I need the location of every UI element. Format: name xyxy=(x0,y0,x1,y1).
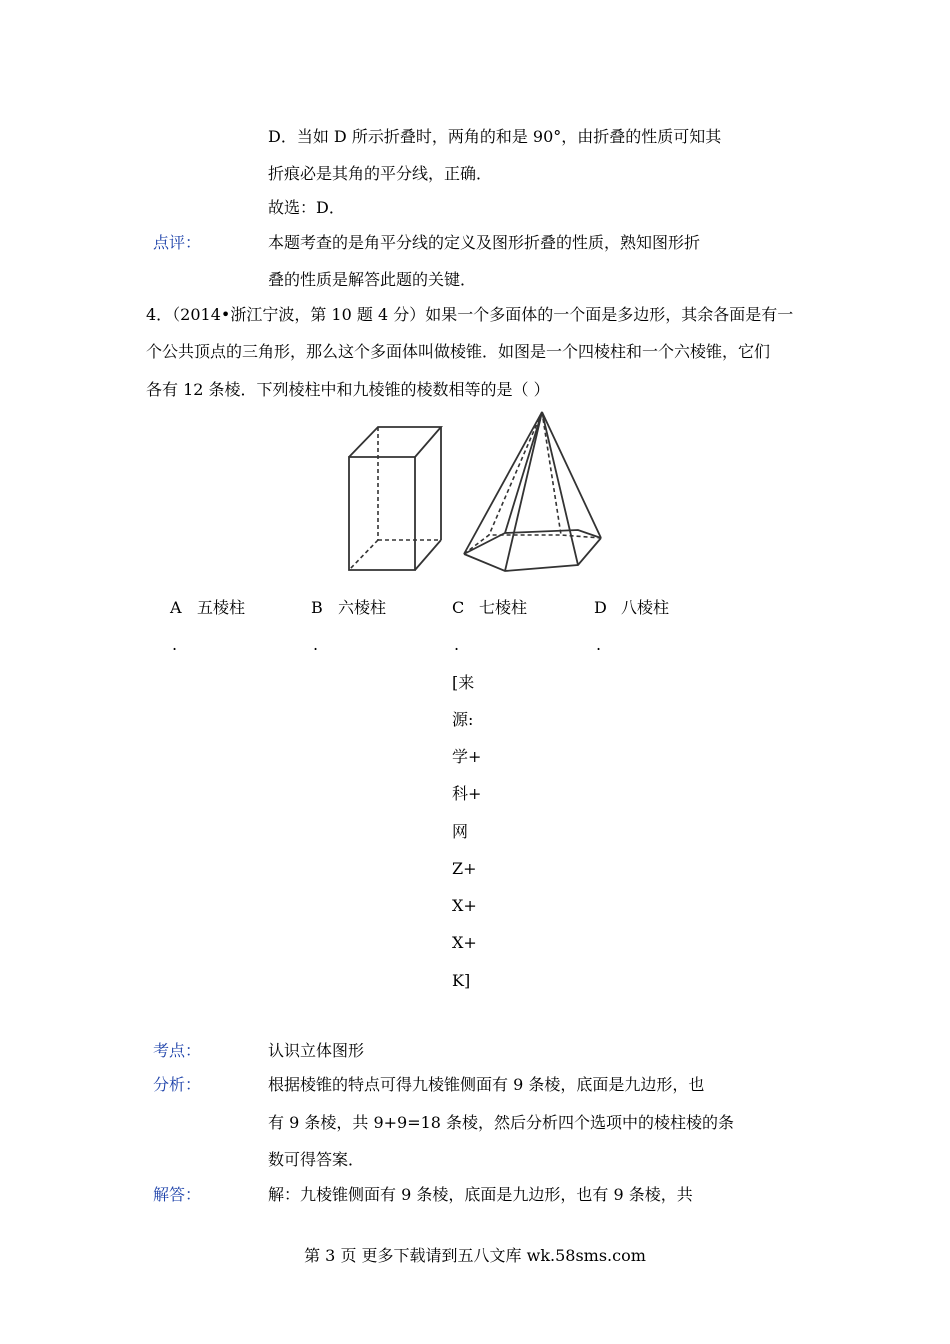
fenxi-label: 分析： xyxy=(153,1075,202,1094)
prev-comment-line-1: 本题考查的是角平分线的定义及图形折叠的性质，熟知图形折 xyxy=(268,233,701,252)
option-a-letter: A xyxy=(170,598,182,617)
prev-comment-line-2: 叠的性质是解答此题的关键． xyxy=(268,270,477,289)
fenxi-line-1: 根据棱锥的特点可得九棱锥侧面有 9 条棱，底面是九边形，也 xyxy=(268,1075,705,1094)
fenxi-line-3: 数可得答案． xyxy=(268,1150,365,1169)
question-line-3: 各有 12 条棱．下列棱柱中和九棱锥的棱数相等的是（ ） xyxy=(146,380,550,399)
quadrangular-prism-figure xyxy=(340,420,450,580)
option-d-text: 八棱柱 xyxy=(621,598,670,617)
hexagonal-pyramid-figure xyxy=(458,405,608,577)
fenxi-line-2: 有 9 条棱，共 9+9=18 条棱，然后分析四个选项中的棱柱棱的条 xyxy=(268,1113,735,1132)
option-b-letter: B xyxy=(311,598,323,617)
question-line-1: 4．（2014•浙江宁波，第 10 题 4 分）如果一个多面体的一个面是多边形，其余各面是有一 xyxy=(146,305,794,324)
watermark-line: [来 xyxy=(452,673,475,692)
prev-solution-line-2: 折痕必是其角的平分线，正确． xyxy=(268,164,493,183)
option-a-dot: . xyxy=(172,635,178,654)
question-line-2: 个公共顶点的三角形，那么这个多面体叫做棱锥．如图是一个四棱柱和一个六棱锥，它们 xyxy=(146,342,771,361)
kaodian-text: 认识立体图形 xyxy=(268,1041,365,1060)
page-footer: 第 3 页 更多下载请到五八文库 wk.58sms.com xyxy=(304,1246,646,1265)
kaodian-label: 考点： xyxy=(153,1041,202,1060)
jieda-line-1: 解：九棱锥侧面有 9 条棱，底面是九边形，也有 9 条棱，共 xyxy=(268,1185,693,1204)
watermark-line: 网 xyxy=(452,822,469,841)
option-c-letter: C xyxy=(452,598,465,617)
option-a-text: 五棱柱 xyxy=(197,598,246,617)
prev-solution-line-1: D．当如 D 所示折叠时，两角的和是 90°，由折叠的性质可知其 xyxy=(268,127,722,146)
watermark-line: X+ xyxy=(452,933,477,952)
prev-solution-choice: 故选：D． xyxy=(268,198,345,217)
option-b-text: 六棱柱 xyxy=(338,598,387,617)
watermark-line: Z+ xyxy=(452,859,477,878)
option-d-dot: . xyxy=(596,635,602,654)
option-c-dot: . xyxy=(454,635,460,654)
watermark-line: 科+ xyxy=(452,784,482,803)
option-b-dot: . xyxy=(313,635,319,654)
watermark-line: 学+ xyxy=(452,747,482,766)
option-c-text: 七棱柱 xyxy=(479,598,528,617)
jieda-label: 解答： xyxy=(153,1185,202,1204)
option-d-letter: D xyxy=(594,598,607,617)
prev-comment-label: 点评： xyxy=(153,233,202,252)
watermark-line: 源: xyxy=(452,710,474,729)
watermark-line: K] xyxy=(452,971,471,990)
watermark-line: X+ xyxy=(452,896,477,915)
